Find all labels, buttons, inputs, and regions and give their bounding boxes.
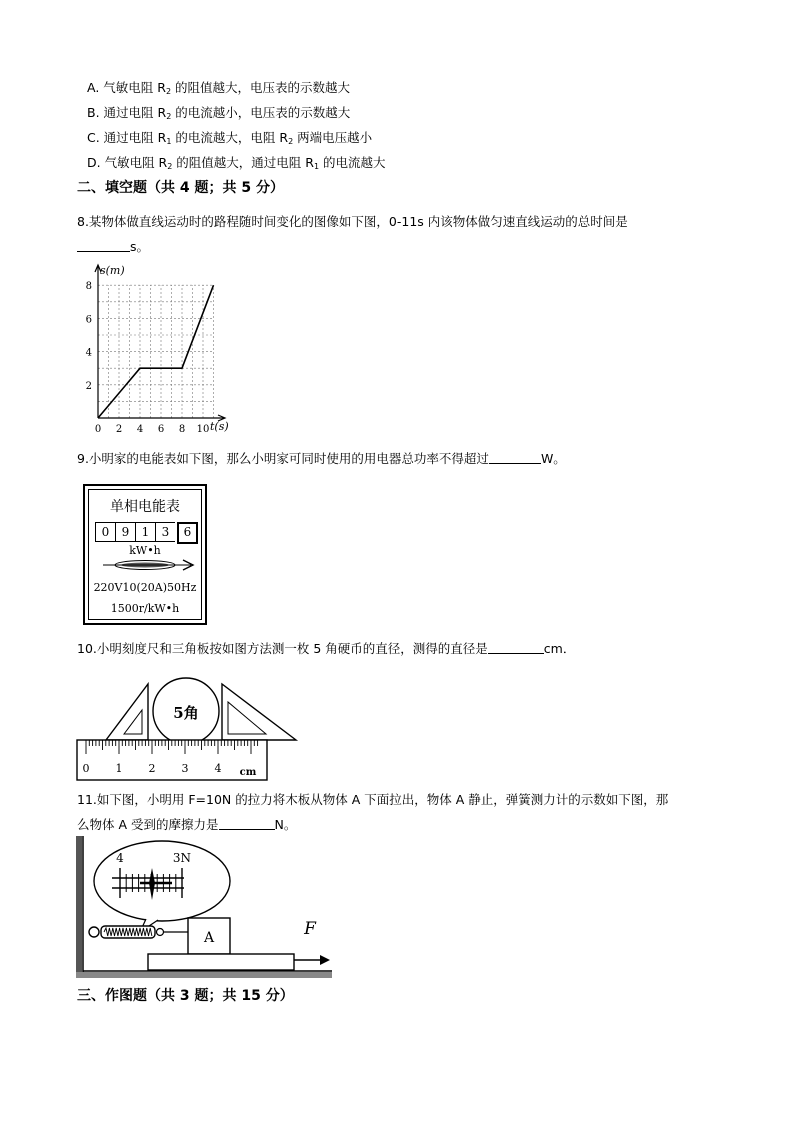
question-11-text-cont: 么物体 A 受到的摩擦力是 N。 (77, 817, 297, 832)
x-tick-label: 6 (157, 424, 165, 435)
answer-blank[interactable] (488, 641, 544, 654)
meter-digit: 1 (135, 522, 155, 542)
distance-time-graph (76, 260, 246, 438)
x-tick-label: 0 (94, 424, 102, 435)
scale-label-4: 4 (116, 851, 124, 865)
ruler-label: 0 (82, 762, 90, 775)
meter-digit: 0 (95, 522, 115, 542)
floor (76, 972, 332, 978)
answer-blank[interactable] (489, 451, 541, 464)
x-tick-label: 4 (136, 424, 144, 435)
meter-disc-icon (103, 558, 195, 572)
wooden-board (148, 954, 294, 970)
x-axis-label: t(s) (210, 420, 229, 433)
ruler-label: 3 (181, 762, 189, 775)
force-label: F (304, 919, 316, 939)
answer-blank[interactable] (77, 239, 130, 252)
meter-title: 单相电能表 (110, 499, 180, 515)
scale-label-3N: 3N (172, 851, 192, 865)
meter-rate: 1500r/kW•h (110, 602, 180, 615)
ruler-label: 4 (214, 762, 222, 775)
right-triangle-icon (222, 684, 296, 740)
friction-experiment-figure (76, 836, 336, 982)
wall (76, 836, 82, 976)
x-tick-label: 10 (196, 424, 210, 435)
force-arrowhead-icon (320, 955, 330, 965)
section-heading-draw: 三、作图题（共 3 题；共 15 分） (77, 988, 294, 1004)
y-axis-label: s(m) (100, 264, 125, 277)
question-8-answer-line: s。 (77, 239, 149, 255)
meter-spec: 220V10(20A)50Hz (93, 581, 197, 594)
question-9-text: 9.小明家的电能表如下图，那么小明家可同时使用的用电器总功率不得超过 W。 (77, 451, 566, 466)
meter-digit: 9 (115, 522, 135, 542)
meter-digit: 3 (155, 522, 175, 542)
y-tick-label: 8 (85, 281, 92, 293)
y-tick-label: 6 (85, 314, 92, 326)
option-c: C. 通过电阻 $R_1$ 的电流越大，电阻 $R_2$ 两端电压越小 (87, 130, 373, 146)
x-tick-label: 8 (178, 424, 186, 435)
ruler-label: 1 (115, 762, 123, 775)
option-b: B. 通过电阻 $R_2$ 的电流越小，电压表的示数越大 (87, 105, 351, 121)
y-tick-label: 4 (85, 347, 92, 359)
y-tick-label: 2 (85, 380, 92, 392)
spring-scale-icon (89, 926, 188, 938)
answer-blank[interactable] (219, 817, 275, 830)
option-a: A. 气敏电阻 $R_2$ 的阻值越大，电压表的示数越大 (87, 80, 351, 96)
question-10-text: 10.小明刻度尺和三角板按如图方法测一枚 5 角硬币的直径，测得的直径是 cm． (77, 641, 576, 656)
coin-measurement-figure (76, 662, 302, 782)
meter-unit: kW•h (129, 544, 161, 557)
question-11-text: 11.如下图，小明用 F=10N 的拉力将木板从物体 A 下面拉出，物体 A 静止，弹簧测力计的示数如下图，那 (77, 792, 669, 807)
meter-digits (95, 522, 198, 544)
x-tick-labels (95, 424, 210, 435)
option-d: D. 气敏电阻 $R_2$ 的阻值越大，通过电阻 $R_1$ 的电流越大 (87, 155, 386, 171)
x-tick-label: 2 (115, 424, 123, 435)
section-heading-fill: 二、填空题（共 4 题；共 5 分） (77, 180, 284, 196)
y-tick-labels (86, 281, 92, 392)
meter-digit-decimal: 6 (177, 522, 198, 544)
question-8-text: 8.某物体做直线运动时的路程随时间变化的图像如下图，0-11s 内该物体做匀速直线运动的总时间是 (77, 214, 628, 229)
ruler-unit: cm (239, 767, 257, 778)
left-triangle-icon (106, 684, 148, 740)
block-a-label: A (203, 930, 215, 946)
coin-label: 5角 (173, 704, 199, 722)
electric-meter (83, 484, 207, 625)
ruler-label: 2 (148, 762, 156, 775)
